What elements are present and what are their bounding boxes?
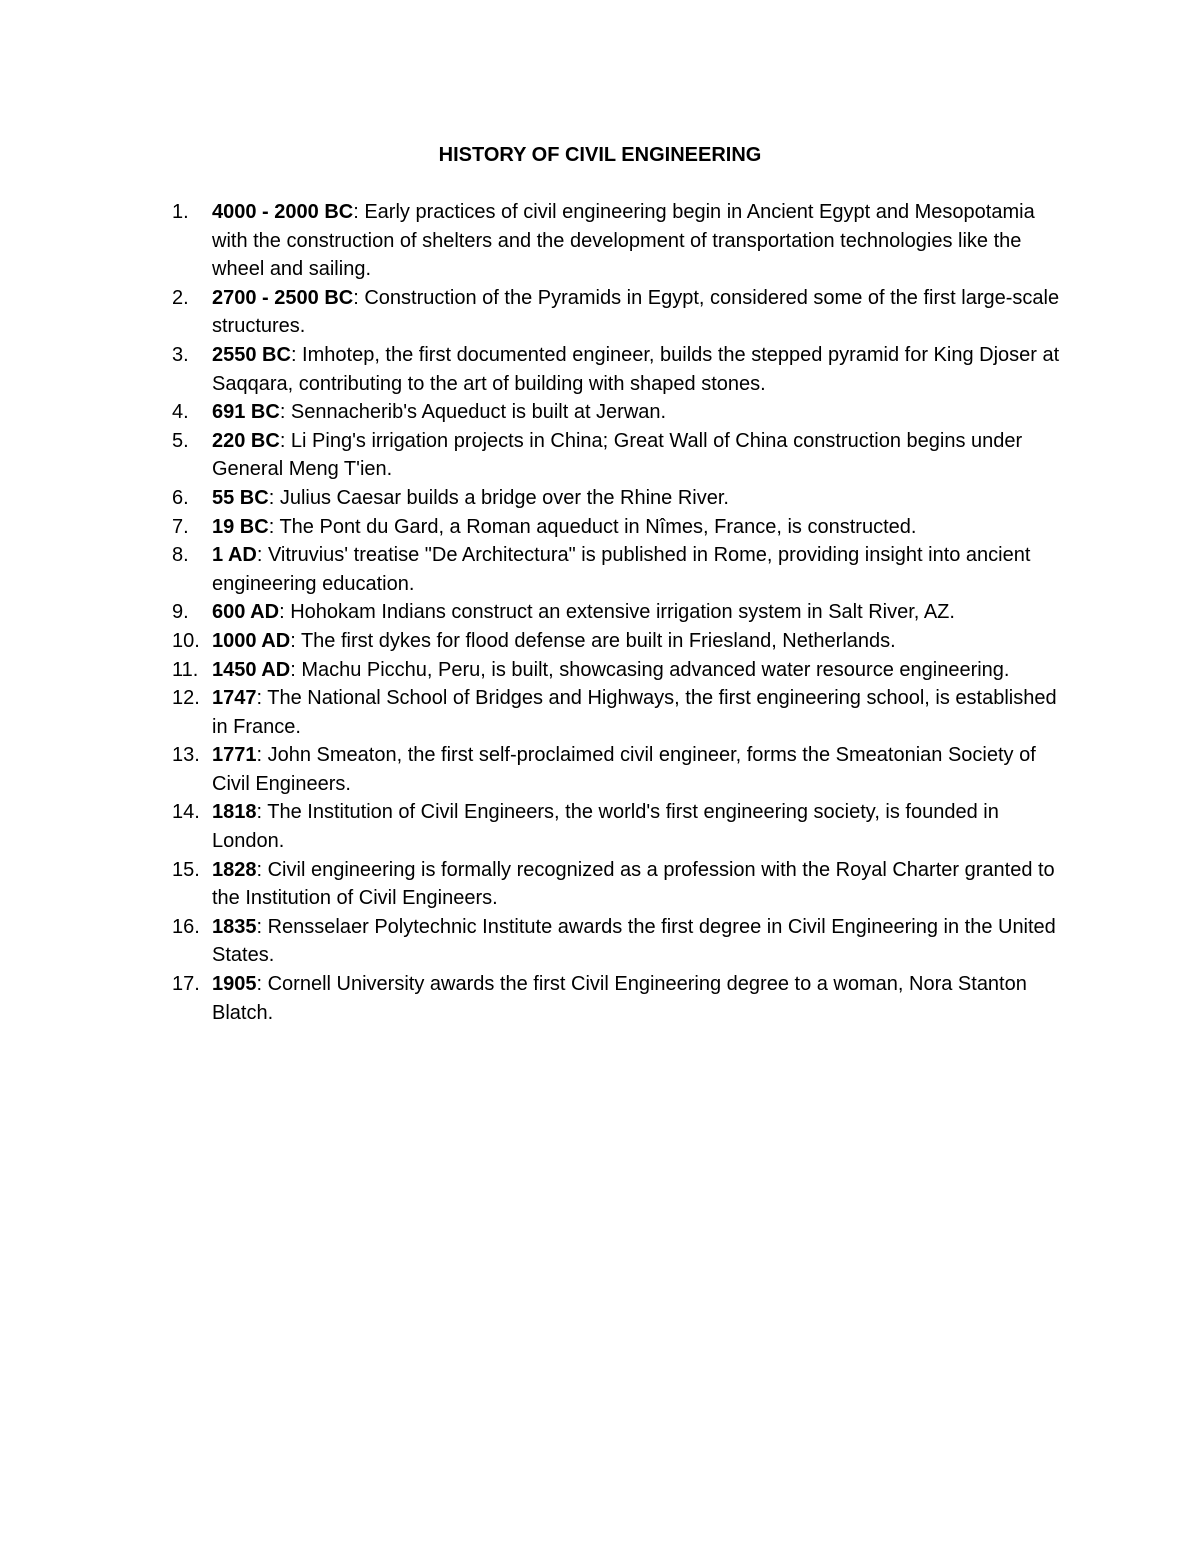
item-description: : John Smeaton, the first self-proclaimed civil engineer, forms the Smeatonian Society of Civil Engineers. xyxy=(212,744,1036,795)
item-number: 14. xyxy=(172,801,200,824)
timeline-item xyxy=(172,913,1072,970)
timeline-item xyxy=(172,513,1072,542)
timeline-item xyxy=(172,970,1072,1027)
item-description: : The Pont du Gard, a Roman aqueduct in Nîmes, France, is constructed. xyxy=(268,515,917,538)
item-description: : Civil engineering is formally recognized as a profession with the Royal Charter granted to the Institution of Civil Engineers. xyxy=(212,858,1055,910)
item-description: : Early practices of civil engineering begin in Ancient Egypt and Mesopotamia with the construction of shelters and the development of transportation technologies like the wheel and sailing. xyxy=(212,201,1035,281)
item-description: : The first dykes for flood defense are built in Friesland, Netherlands. xyxy=(290,629,896,652)
item-date: 1905 xyxy=(212,973,257,996)
item-date: 1747 xyxy=(212,687,257,710)
item-number: 9. xyxy=(172,601,189,624)
timeline-item xyxy=(172,856,1072,913)
item-number: 10. xyxy=(172,629,200,652)
item-date: 1818 xyxy=(212,801,257,824)
timeline-item xyxy=(172,341,1072,398)
item-number: 5. xyxy=(172,429,189,452)
timeline-item xyxy=(172,598,1072,627)
item-description: : The Institution of Civil Engineers, the world's first engineering society, is founded in London. xyxy=(212,801,999,853)
item-description: : Rensselaer Polytechnic Institute awards the first degree in Civil Engineering in the United States. xyxy=(212,915,1056,967)
item-date: 1 AD xyxy=(212,544,257,567)
timeline-item xyxy=(172,284,1072,341)
item-date: 600 AD xyxy=(212,601,280,624)
item-date: 2700 - 2500 BC xyxy=(212,286,354,309)
timeline-list xyxy=(172,198,1072,1027)
item-date: 1835 xyxy=(212,915,257,938)
item-date: 55 BC xyxy=(212,486,269,509)
timeline-item xyxy=(172,198,1072,284)
item-number: 6. xyxy=(172,486,189,509)
item-number: 17. xyxy=(172,973,200,996)
item-description: : Sennacherib's Aqueduct is built at Jerwan. xyxy=(279,401,667,424)
item-description: : Julius Caesar builds a bridge over the Rhine River. xyxy=(268,486,729,509)
item-date: 2550 BC xyxy=(212,343,291,366)
document-title: HISTORY OF CIVIL ENGINEERING xyxy=(438,144,762,166)
timeline-item xyxy=(172,627,1072,656)
item-description: : Vitruvius' treatise "De Architectura" is published in Rome, providing insight into ancient engineering education. xyxy=(212,544,1031,595)
item-date: 691 BC xyxy=(212,401,280,424)
item-description: : Construction of the Pyramids in Egypt, considered some of the first large-scale structures. xyxy=(212,286,1060,338)
timeline-item xyxy=(172,741,1072,798)
item-date: 1771 xyxy=(212,744,257,767)
item-number: 12. xyxy=(172,687,200,710)
item-date: 1450 AD xyxy=(212,658,291,681)
item-number: 2. xyxy=(172,286,189,309)
item-date: 1000 AD xyxy=(212,629,291,652)
timeline-item xyxy=(172,484,1072,513)
timeline-item xyxy=(172,656,1072,685)
item-number: 1. xyxy=(172,201,189,223)
item-number: 15. xyxy=(172,858,200,881)
timeline-item xyxy=(172,427,1072,484)
item-date: 220 BC xyxy=(212,429,280,452)
item-date: 1828 xyxy=(212,858,257,881)
item-number: 3. xyxy=(172,343,189,366)
item-description: : Li Ping's irrigation projects in China; Great Wall of China construction begins under General Meng T'ien. xyxy=(212,429,1023,481)
item-description: : Hohokam Indians construct an extensive irrigation system in Salt River, AZ. xyxy=(279,601,955,624)
timeline-item xyxy=(172,541,1072,598)
item-number: 13. xyxy=(172,744,200,767)
item-date: 4000 - 2000 BC xyxy=(212,201,354,223)
item-description: : The National School of Bridges and Highways, the first engineering school, is established in France. xyxy=(212,687,1057,738)
item-number: 4. xyxy=(172,401,189,424)
item-number: 11. xyxy=(172,658,199,681)
item-description: : Cornell University awards the first Civil Engineering degree to a woman, Nora Stanton Blatch. xyxy=(212,973,1027,1024)
item-date: 19 BC xyxy=(212,515,269,538)
item-number: 16. xyxy=(172,915,200,938)
item-number: 7. xyxy=(172,515,189,538)
item-description: : Imhotep, the first documented engineer, builds the stepped pyramid for King Djoser at Saqqara, contributing to the art of building with shaped stones. xyxy=(212,343,1060,395)
item-number: 8. xyxy=(172,544,189,567)
item-description: : Machu Picchu, Peru, is built, showcasing advanced water resource engineering. xyxy=(290,658,1010,681)
timeline-item xyxy=(172,798,1072,855)
timeline-item xyxy=(172,398,1072,427)
timeline-item xyxy=(172,684,1072,741)
